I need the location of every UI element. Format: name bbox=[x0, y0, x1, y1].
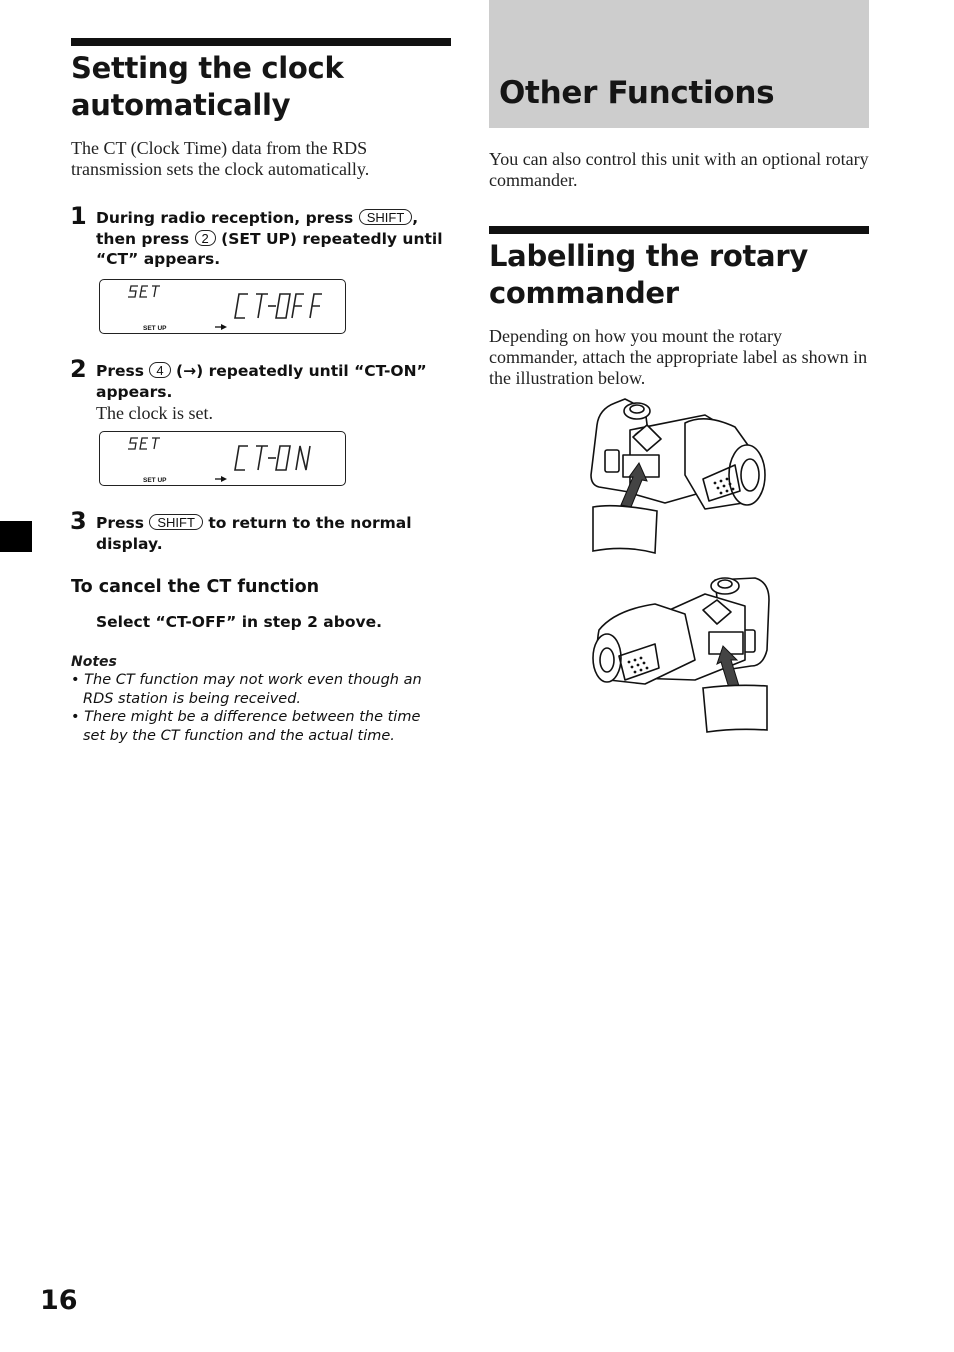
notes-title: Notes bbox=[71, 654, 117, 670]
step-2-result: The clock is set. bbox=[96, 403, 213, 423]
step-3-text bbox=[96, 513, 456, 554]
step-3-line-1 bbox=[96, 513, 456, 534]
step-1-line-1 bbox=[96, 208, 456, 229]
lcd-ct-off-graphic bbox=[100, 280, 345, 333]
rotary-commander-illustration-top bbox=[585, 395, 775, 560]
page-title-clock: Setting the clock automatically bbox=[71, 51, 344, 122]
label-sheet-2 bbox=[703, 685, 767, 732]
rotary-body: Depending on how you mount the rotary commander, attach the appropriate label as shown in the illustration below. bbox=[489, 326, 868, 388]
note-1-line-2 bbox=[71, 690, 451, 709]
label-sheet bbox=[593, 506, 657, 553]
note-1-text-1: The CT function may not work even though an bbox=[84, 672, 422, 688]
lcd-setup-label: SET UP bbox=[143, 325, 167, 332]
notes-list bbox=[71, 671, 451, 745]
note-2-line-1: • There might be a difference between the time bbox=[71, 709, 421, 725]
page-title-rotary: Labelling the rotary commander bbox=[489, 239, 808, 310]
step-3-line-1b: to return to the normal bbox=[208, 514, 412, 532]
clock-intro: The CT (Clock Time) data from the RDS transmission sets the clock automatically. bbox=[71, 138, 370, 179]
step-2-line-1b: (→) repeatedly until “CT-ON” bbox=[176, 362, 427, 380]
step-2-line-1a: Press bbox=[96, 362, 144, 380]
note-1-line-1: • The CT function may not work even though an bbox=[71, 672, 422, 688]
lcd-setup-label-2: SET UP bbox=[143, 477, 167, 484]
lcd-ct-off-segments bbox=[235, 294, 322, 318]
section-intro: You can also control this unit with an optional rotary commander. bbox=[489, 149, 869, 190]
step-2-text bbox=[96, 361, 456, 402]
section-rule-left bbox=[71, 38, 451, 46]
step-3-number: 3 bbox=[70, 507, 87, 535]
cancel-text: Select “CT-OFF” in step 2 above. bbox=[96, 613, 382, 631]
note-item bbox=[71, 708, 451, 745]
note-1-text-2: RDS station is being received. bbox=[83, 690, 302, 707]
step-2-line-1 bbox=[96, 361, 456, 382]
chapter-tab bbox=[0, 521, 32, 552]
step-1-line-1a: During radio reception, press bbox=[96, 209, 354, 227]
section-title-other-functions: Other Functions bbox=[499, 75, 775, 111]
lcd-display-ct-off bbox=[99, 279, 346, 334]
lcd-set-segments-2 bbox=[128, 438, 160, 449]
step-1-line-3: “CT” appears. bbox=[96, 250, 221, 268]
step-1-text bbox=[96, 208, 456, 270]
lcd-arrow-icon bbox=[215, 324, 227, 330]
lcd-display-ct-on bbox=[99, 431, 346, 486]
number-2-key: 2 bbox=[195, 230, 216, 246]
step-2-line-2: appears. bbox=[96, 382, 173, 401]
step-1-line-2 bbox=[96, 229, 456, 250]
step-3-line-2: display. bbox=[96, 534, 163, 553]
section-rule-right bbox=[489, 226, 869, 234]
shift-key-2: SHIFT bbox=[149, 514, 203, 530]
step-1-line-1b: , bbox=[412, 209, 419, 227]
note-2-text-1: There might be a difference between the time bbox=[84, 709, 421, 725]
step-2-number: 2 bbox=[70, 355, 87, 383]
number-4-key: 4 bbox=[149, 362, 170, 378]
cancel-heading: To cancel the CT function bbox=[71, 577, 320, 597]
note-2-text-2: set by the CT function and the actual time. bbox=[83, 727, 395, 744]
step-1-number: 1 bbox=[70, 202, 87, 230]
lcd-ct-on-graphic bbox=[100, 432, 345, 485]
lcd-ct-on-segments bbox=[235, 446, 310, 470]
note-2-line-2 bbox=[71, 727, 451, 746]
note-item bbox=[71, 671, 451, 708]
rotary-commander-illustration-bottom bbox=[585, 570, 775, 738]
step-1-line-2b: (SET UP) repeatedly until bbox=[221, 229, 443, 248]
lcd-arrow-icon-2 bbox=[215, 476, 227, 482]
lcd-set-segments bbox=[128, 286, 160, 297]
step-3-line-1a: Press bbox=[96, 514, 144, 532]
page-number: 16 bbox=[40, 1285, 78, 1316]
step-1-line-2a: then press bbox=[96, 229, 190, 248]
shift-key: SHIFT bbox=[359, 209, 413, 225]
